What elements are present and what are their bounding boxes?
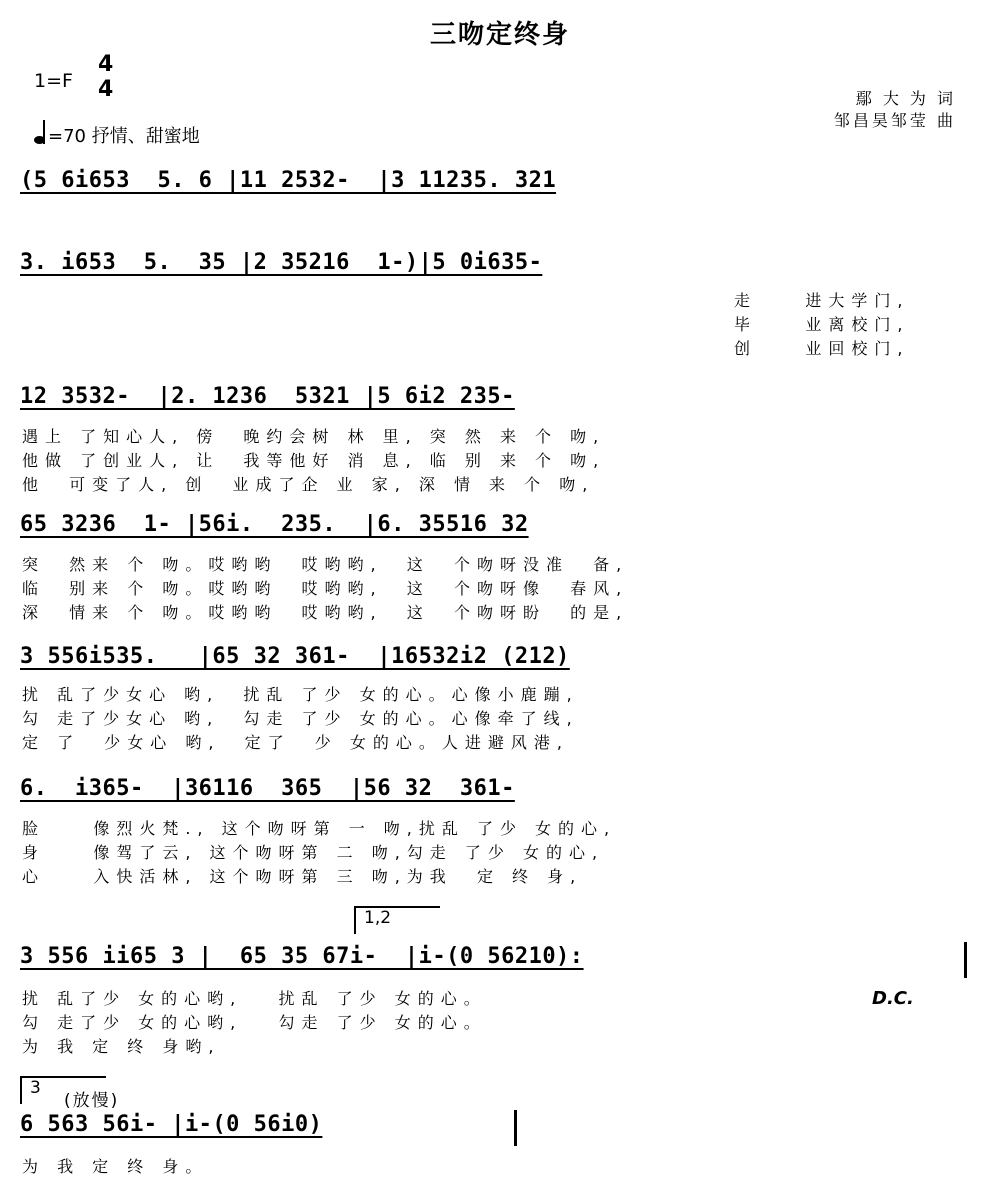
time-signature-bottom: 4 bbox=[98, 77, 114, 102]
lyric-row: 勾 走了少女心 哟, 勾走 了少 女的心。心像牵了线, bbox=[22, 709, 579, 728]
tempo-marking bbox=[34, 122, 200, 148]
score-system-7 bbox=[20, 944, 980, 969]
lyric-row: 遇上 了知心人, 傍 晚约会树 林 里, 突 然 来 个 吻, bbox=[22, 427, 606, 446]
lyric-row: 勾 走了少 女的心哟, 勾走 了少 女的心。 bbox=[22, 1013, 487, 1032]
dc-marking: D.C. bbox=[872, 988, 914, 1009]
notation-line: 12 3532- |2. 1236 5321 |5 6i2 235- bbox=[20, 384, 515, 409]
tempo-text: =70 抒情、甜蜜地 bbox=[48, 126, 200, 147]
key-signature: 1=F bbox=[34, 70, 73, 92]
final-barline bbox=[514, 1110, 517, 1146]
time-signature-top: 4 bbox=[98, 52, 114, 77]
score-system-2 bbox=[20, 250, 980, 275]
notation-line: 6. i365- |36116 365 |56 32 361- bbox=[20, 776, 515, 801]
notation-line: 3. i653 5. 35 |2 35216 1-)|5 0i635- bbox=[20, 250, 543, 275]
score-system-5 bbox=[20, 644, 980, 669]
lyric-row: 临 别来 个 吻。哎哟哟 哎哟哟, 这 个吻呀像 春风, bbox=[22, 579, 629, 598]
score-system-6 bbox=[20, 776, 980, 801]
notation-line: 3 556 ii65 3 | 65 35 67i- |i-(0 56210): bbox=[20, 944, 584, 969]
time-signature bbox=[98, 52, 113, 102]
note-stem-icon bbox=[43, 120, 45, 144]
lyric-row: 为 我 定 终 身哟, bbox=[22, 1037, 221, 1056]
lyric-row: 他 可变了人, 创 业成了企 业 家, 深 情 来 个 吻, bbox=[22, 475, 595, 494]
volta-bracket-3: 3 bbox=[20, 1076, 106, 1104]
score-system-1 bbox=[20, 168, 980, 193]
repeat-end-barline bbox=[964, 942, 967, 978]
lyric-row: 突 然来 个 吻。哎哟哟 哎哟哟, 这 个吻呀没准 备, bbox=[22, 555, 629, 574]
intro-lyric-3: 创 业回校门, bbox=[734, 339, 910, 358]
notation-line: 65 3236 1- |56i. 235. |6. 35516 32 bbox=[20, 512, 529, 537]
lyric-row: 他做 了创业人, 让 我等他好 消 息, 临 别 来 个 吻, bbox=[22, 451, 606, 470]
intro-lyric-2: 毕 业离校门, bbox=[734, 315, 910, 334]
lyric-row: 脸 像烈火梵., 这个吻呀第 一 吻,扰乱 了少 女的心, bbox=[22, 819, 617, 838]
lyric-row: 为 我 定 终 身。 bbox=[22, 1157, 209, 1176]
lyric-row: 心 入快活林, 这个吻呀第 三 吻,为我 定 终 身, bbox=[22, 867, 583, 886]
lyricist-credit: 鄢 大 为 词 bbox=[855, 89, 956, 108]
notation-line: 3 556i535. |65 32 361- |16532i2 (212) bbox=[20, 644, 570, 669]
volta-bracket-1-2: 1,2 bbox=[354, 906, 440, 934]
lyric-row: 定 了 少女心 哟, 定了 少 女的心。人进避风港, bbox=[22, 733, 569, 752]
score-system-8 bbox=[20, 1112, 980, 1137]
lyric-row: 扰 乱了少 女的心哟, 扰乱 了少 女的心。 bbox=[22, 989, 487, 1008]
lyric-row: 身 像驾了云, 这个吻呀第 二 吻,勾走 了少 女的心, bbox=[22, 843, 605, 862]
lyric-row: 扰 乱了少女心 哟, 扰乱 了少 女的心。心像小鹿蹦, bbox=[22, 685, 579, 704]
notation-line: (5 6i653 5. 6 |11 2532- |3 11235. 321 bbox=[20, 168, 557, 193]
song-title: 三吻定终身 bbox=[429, 20, 570, 50]
lyric-row: 深 情来 个 吻。哎哟哟 哎哟哟, 这 个吻呀盼 的是, bbox=[22, 603, 629, 622]
slow-down-marking: (放慢) bbox=[64, 1091, 120, 1111]
intro-lyric-1: 走 进大学门, bbox=[734, 291, 910, 310]
composer-credit: 邹昌昊邹莹 曲 bbox=[833, 111, 956, 130]
notation-line: 6 563 56i- |i-(0 56i0) bbox=[20, 1112, 323, 1137]
score-system-3 bbox=[20, 384, 980, 409]
score-system-4 bbox=[20, 512, 980, 537]
